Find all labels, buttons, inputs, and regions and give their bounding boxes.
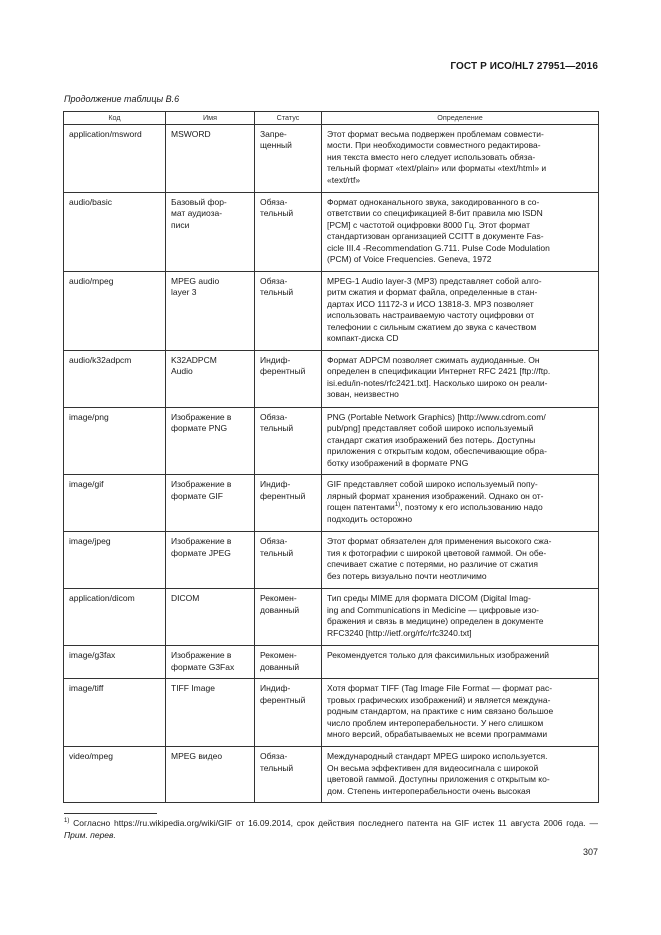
- table-row: [64, 747, 599, 803]
- footnote-divider: [64, 813, 157, 814]
- cell-status: Рекомен- дованный: [255, 589, 322, 646]
- cell-code: image/g3fax: [64, 646, 166, 679]
- cell-definition: PNG (Portable Network Graphics) [http://www.cdrom.com/ pub/png] представляет собой широко используемый стандарт сжатия изображений без потерь. Доступны приложения с открытым кодом, обеспечивающие обра- ботку изображений в формате PNG: [322, 407, 599, 475]
- cell-code: application/dicom: [64, 589, 166, 646]
- cell-code: image/png: [64, 407, 166, 475]
- cell-status: Обяза- тельный: [255, 271, 322, 350]
- table-header-row: [64, 112, 599, 125]
- cell-code: audio/k32adpcm: [64, 350, 166, 407]
- cell-definition: Формат ADPCM позволяет сжимать аудиоданные. Он определен в спецификации Интернет RFC 2421 [ftp://ftp. isi.edu/in-notes/rfc2421.txt]. Насколько широко он реали- зован, неизвестно: [322, 350, 599, 407]
- footnote-note: Прим. перев.: [64, 829, 116, 840]
- cell-code: image/jpeg: [64, 532, 166, 589]
- cell-code: image/tiff: [64, 679, 166, 747]
- cell-code: application/msword: [64, 124, 166, 192]
- cell-definition: Формат одноканального звука, закодированного в со- ответствии со спецификацией 8-бит правила мю ISDN [PCM] с частотой оцифровки 8000 Гц. Этот формат стандартизован организацией CCITT в документе Fas- cicle III.4 -Recommendation G.711. Pulse Code Modulation (PCM) of Voice Frequencies. Geneva, 1972: [322, 192, 599, 271]
- cell-definition: MPEG-1 Audio layer-3 (MP3) представляет собой алго- ритм сжатия и формат файла, определенные в стан- дартах ИСО 11172-3 и ИСО 13818-3. MP3 позволяет использовать настраиваемую частоту оцифровки от телефонии с сильным сжатием до звука с качеством компакт-диска CD: [322, 271, 599, 350]
- footnote-reference: 1): [394, 502, 401, 509]
- page-number: 307: [582, 847, 598, 857]
- mime-types-table: [63, 111, 599, 803]
- cell-status: Обяза- тельный: [255, 532, 322, 589]
- footnote: [64, 818, 598, 841]
- cell-status: Обяза- тельный: [255, 407, 322, 475]
- cell-definition: Тип среды MIME для формата DICOM (Digital Imag- ing and Communications in Medicine — цифровые изо- бражения и связь в медицине) определен в документе RFC3240 [http://ietf.org/rfc/rfc3240.txt]: [322, 589, 599, 646]
- cell-definition: [322, 475, 599, 532]
- table-row: [64, 192, 599, 271]
- column-header-code: Код: [64, 112, 166, 125]
- cell-status: Рекомен- дованный: [255, 646, 322, 679]
- cell-name: MPEG audio layer 3: [166, 271, 255, 350]
- table-row: [64, 646, 599, 679]
- footnote-marker: 1): [64, 818, 70, 825]
- column-header-status: Статус: [255, 112, 322, 125]
- table-row: [64, 589, 599, 646]
- cell-status: Запре- щенный: [255, 124, 322, 192]
- cell-definition: Международный стандарт MPEG широко используется. Он весьма эффективен для видеосигнала с широкой цветовой гаммой. Доступны приложения с открытым ко- дом. Степень интероперабельности очень высокая: [322, 747, 599, 803]
- table-row: [64, 407, 599, 475]
- cell-name: MSWORD: [166, 124, 255, 192]
- table-row: [64, 350, 599, 407]
- cell-definition: Этот формат обязателен для применения высокого сжа- тия к фотографии с широкой цветовой гаммой. Он обе- спечивает сжатие с потерями, но различие от сжатия без потерь визуально почти неотличимо: [322, 532, 599, 589]
- cell-name: Базовый фор- мат аудиоза- писи: [166, 192, 255, 271]
- cell-name: DICOM: [166, 589, 255, 646]
- footnote-text: Согласно https://ru.wikipedia.org/wiki/GIF от 16.09.2014, срок действия последнего патента на GIF истек 11 августа 2006 года. —: [69, 818, 598, 828]
- column-header-definition: Определение: [322, 112, 599, 125]
- table-row: [64, 124, 599, 192]
- document-header: ГОСТ Р ИСО/HL7 27951—2016: [450, 61, 598, 72]
- cell-name: Изображение в формате JPEG: [166, 532, 255, 589]
- table-row: [64, 532, 599, 589]
- cell-code: audio/mpeg: [64, 271, 166, 350]
- cell-definition: Этот формат весьма подвержен проблемам совмести- мости. При необходимости совместного редактирова- ния текста вместо него следует использовать обяза- тельный формат «text/plain» или форматы «text/html» и «text/rtf»: [322, 124, 599, 192]
- cell-name: Изображение в формате PNG: [166, 407, 255, 475]
- cell-status: Обяза- тельный: [255, 192, 322, 271]
- cell-status: Обяза- тельный: [255, 747, 322, 803]
- cell-definition: Рекомендуется только для факсимильных изображений: [322, 646, 599, 679]
- table-row: [64, 679, 599, 747]
- cell-name: MPEG видео: [166, 747, 255, 803]
- cell-definition: Хотя формат TIFF (Tag Image File Format — формат рас- тровых графических изображений) и является междуна- родным стандартом, на практике с ним связано большое число проблем интероперабельности. У него слишком много версий, обрабатываемых не всеми программами: [322, 679, 599, 747]
- cell-status: Индиф- ферентный: [255, 679, 322, 747]
- cell-name: Изображение в формате GIF: [166, 475, 255, 532]
- cell-name: Изображение в формате G3Fax: [166, 646, 255, 679]
- table-caption: Продолжение таблицы В.6: [64, 94, 180, 104]
- definition-text: GIF представляет собой широко используемый попу- лярный формат хранения изображений. Однако он от- гощен патентами: [327, 479, 544, 512]
- cell-name: TIFF Image: [166, 679, 255, 747]
- cell-code: video/mpeg: [64, 747, 166, 803]
- cell-status: Индиф- ферентный: [255, 350, 322, 407]
- column-header-name: Имя: [166, 112, 255, 125]
- cell-status: Индиф- ферентный: [255, 475, 322, 532]
- cell-name: K32ADPCM Audio: [166, 350, 255, 407]
- definition-text: , поэтому к его использованию надо подходить осторожно: [327, 502, 543, 524]
- table-body: [64, 124, 599, 803]
- table-row: [64, 475, 599, 532]
- cell-code: image/gif: [64, 475, 166, 532]
- table-row: [64, 271, 599, 350]
- cell-code: audio/basic: [64, 192, 166, 271]
